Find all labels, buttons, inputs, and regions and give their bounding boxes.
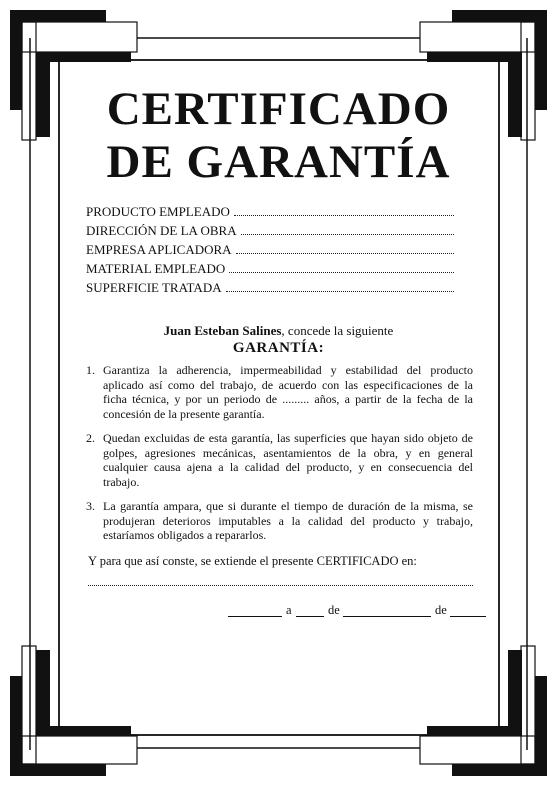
field-producto-empleado[interactable]	[86, 202, 454, 220]
dotted-blank	[229, 271, 454, 273]
field-empresa-aplicadora[interactable]	[86, 240, 454, 258]
field-label: DIRECCIÓN DE LA OBRA	[86, 223, 237, 238]
date-row	[228, 603, 488, 619]
dotted-blank	[226, 290, 454, 292]
clause-text: La garantía ampara, que si durante el tiempo de duración de la misma, se produjeran deterioros imputables a la calidad del producto y trabajo, estaríamos obligados a repararlos.	[103, 499, 473, 542]
day-blank[interactable]	[228, 616, 282, 617]
field-label: EMPRESA APLICADORA	[86, 242, 232, 257]
field-direccion-obra[interactable]	[86, 221, 454, 239]
dotted-blank	[241, 233, 454, 235]
guarantee-heading: GARANTÍA:	[232, 340, 325, 356]
field-label: SUPERFICIE TRATADA	[86, 280, 222, 295]
month-blank[interactable]	[343, 616, 431, 617]
title-line-1: CERTIFICADO	[106, 83, 451, 135]
clause-number: 3.	[86, 499, 95, 513]
date-word-de-2: de	[435, 603, 447, 617]
title-line-2: DE GARANTÍA	[106, 136, 451, 188]
grantor-name: Juan Esteban Salines	[163, 323, 282, 338]
date-word-a: a	[286, 603, 292, 617]
clause-3	[86, 499, 473, 543]
clause-number: 2.	[86, 431, 95, 445]
closing-statement: Y para que así conste, se extiende el presente CERTIFICADO en:	[88, 554, 417, 568]
field-label: MATERIAL EMPLEADO	[86, 261, 226, 276]
month-number-blank[interactable]	[296, 616, 324, 617]
grantor-intro	[60, 323, 497, 339]
field-superficie-tratada[interactable]	[86, 278, 454, 296]
place-blank-line[interactable]	[88, 584, 473, 586]
clause-1	[86, 363, 473, 421]
clause-number: 1.	[86, 363, 95, 377]
clause-text: Quedan excluidas de esta garantía, las superficies que hayan sido objeto de golpes, agresiones mecánicas, asentamientos de la obra, y en general cualquier causa ajena a la calidad del producto, y en consecuencia del trabajo.	[103, 431, 473, 489]
dotted-blank	[236, 252, 454, 254]
intro-text: , concede la siguiente	[281, 323, 394, 338]
field-label: PRODUCTO EMPLEADO	[86, 204, 230, 219]
clause-text: Garantiza la adherencia, impermeabilidad y estabilidad del producto aplicado así como del trabajo, de acuerdo con las especificaciones de la ficha técnica, y por un periodo de ......... años, a partir de la fecha de la concesión de la presente garantía.	[103, 363, 473, 421]
date-word-de-1: de	[328, 603, 340, 617]
year-blank[interactable]	[450, 616, 486, 617]
field-material-empleado[interactable]	[86, 259, 454, 277]
clause-2	[86, 431, 473, 489]
dotted-blank	[234, 214, 454, 216]
